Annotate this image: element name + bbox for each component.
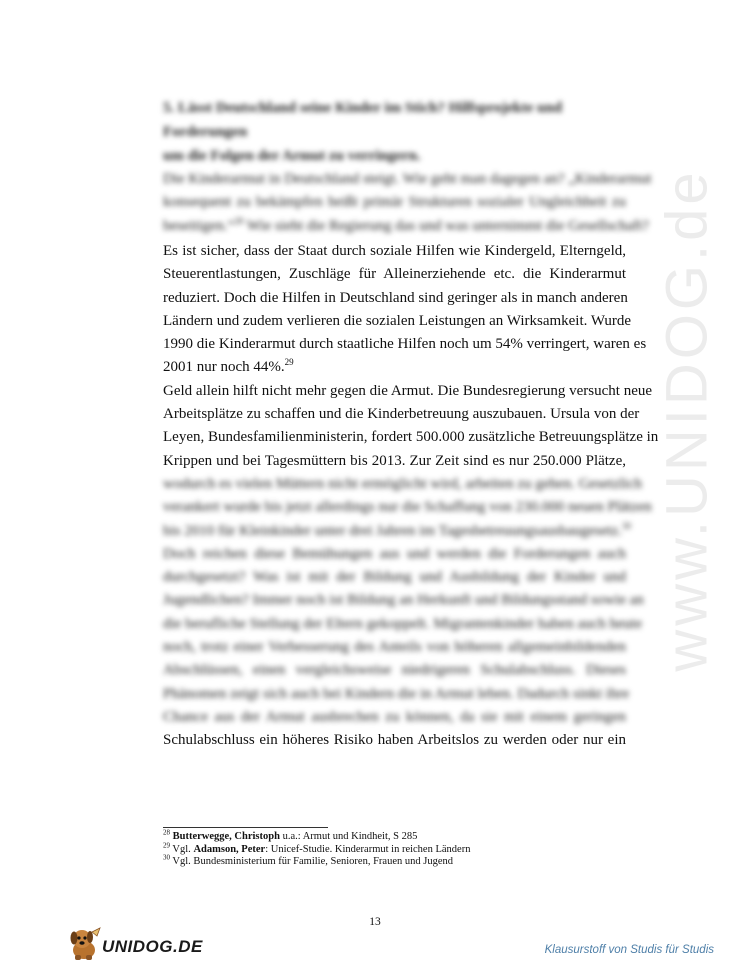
footnote-prefix: Vgl. <box>170 843 194 855</box>
intro-paragraph <box>163 168 652 238</box>
body-line: Geld allein hilft nicht mehr gegen die Armut. Die Bundesregierung versucht neue <box>163 382 653 399</box>
footnote-divider <box>163 827 328 828</box>
footnote-number: 28 <box>163 828 170 837</box>
footnote-author: Adamson, Peter <box>193 843 266 855</box>
body-line: Jugendlichen? Immer noch ist Bildung an Herkunft und Bildungsstand sowie an <box>163 592 644 609</box>
heading-line-1: 5. Lässt Deutschland seine Kinder im Stich? Hilfsprojekte und Forderungen <box>163 100 563 140</box>
body-line: die berufliche Stellung der Eltern gekoppelt. Migrantenkinder haben auch heute <box>163 615 642 632</box>
footnote-ref: 30 <box>621 520 631 531</box>
footnote-number: 29 <box>163 841 170 849</box>
footnote-author: Butterwegge, Christoph <box>172 831 280 842</box>
footnote-30 <box>163 853 633 869</box>
body-text-span: 2001 nur noch 44%. <box>163 359 285 376</box>
intro-line: konsequent zu bekämpfen heißt primär Strukturen sozialer Ungleichheit zu <box>163 194 626 211</box>
footnote-ref: 29 <box>284 357 294 368</box>
body-text-span: bis 2010 für Kleinkinder unter drei Jahren im Tagesbetreuungsausbaugesetz. <box>163 522 622 539</box>
body-line: Doch reichen diese Bemühungen aus und werden die Forderungen auch <box>163 545 626 562</box>
intro-tail: Wie sieht die Regierung das und was unternimmt die Gesellschaft? <box>243 217 649 234</box>
body-text <box>163 240 659 753</box>
page-number: 13 <box>369 916 381 928</box>
footnote-number: 30 <box>163 853 170 862</box>
body-line: Arbeitsplätze zu schaffen und die Kinderbetreuung auszubauen. Ursula von der <box>163 406 640 423</box>
intro-text: beseitigen.“ <box>163 217 235 234</box>
body-line-last <box>163 356 626 379</box>
body-line: Es ist sicher, dass der Staat durch soziale Hilfen wie Kindergeld, Elterngeld, <box>163 243 626 259</box>
intro-line: Die Kinderarmut in Deutschland steigt. Wie geht man dagegen an? „Kinderarmut <box>163 171 652 187</box>
body-line: Steuerentlastungen, Zuschläge für Alleinerziehende etc. die Kinderarmut <box>163 266 626 283</box>
body-line: wodurch es vielen Müttern nicht ermöglicht wird, arbeiten zu gehen. Gesetzlich <box>163 475 643 492</box>
heading-line-2: um die Folgen der Armut zu verringern. <box>163 148 421 164</box>
body-line: durchgesetzt? Was ist mit der Bildung und Ausbildung der Kinder und <box>163 569 626 586</box>
body-line: reduziert. Doch die Hilfen in Deutschland sind geringer als in manch anderen <box>163 289 628 306</box>
blurred-section <box>163 473 652 729</box>
logo-text: UNIDOG.DE <box>102 937 203 956</box>
body-line: Chance aus der Armut ausbrechen zu können, da sie mit einem geringen <box>163 708 626 725</box>
watermark: www.UNIDOG.de <box>654 168 720 672</box>
footnote-ref: 28 <box>234 215 244 226</box>
body-line: Ländern und zudem verlieren die sozialen Leistungen an Wirksamkeit. Wurde <box>163 312 632 329</box>
body-line: Abschlüssen, einen vergleichsweise niedrigeren Schulabschluss. Dieses <box>163 662 626 679</box>
body-line: Krippen und bei Tagesmüttern bis 2013. Zur Zeit sind es nur 250.000 Plätze, <box>163 452 626 469</box>
footnote-text: Vgl. Bundesministerium für Familie, Senioren, Frauen und Jugend <box>170 856 453 867</box>
intro-line-last <box>163 215 649 238</box>
footnote-text: u.a.: Armut und Kindheit, S 285 <box>279 831 418 842</box>
footnotes <box>163 828 633 869</box>
section-heading <box>163 96 623 168</box>
footnote-29 <box>163 841 633 857</box>
footnote-28 <box>163 828 633 844</box>
dog-mascot-icon <box>64 924 104 964</box>
body-line: noch, trotz einer Verbesserung des Anteils von höheren allgemeinbildenden <box>163 639 626 656</box>
footnote-text: : Unicef-Studie. Kinderarmut in reichen Ländern <box>265 843 471 855</box>
body-line: Leyen, Bundesfamilienministerin, fordert 500.000 zusätzliche Betreuungsplätze in <box>163 429 659 446</box>
body-line: 1990 die Kinderarmut durch staatliche Hilfen noch um 54% verringert, waren es <box>163 336 647 353</box>
body-line-last <box>163 520 631 543</box>
body-line: Schulabschluss ein höheres Risiko haben Arbeitslos zu werden oder nur ein <box>163 732 626 749</box>
tagline: Klausurstoff von Studis für Studis <box>544 944 714 956</box>
unidog-logo[interactable] <box>64 924 203 964</box>
body-line: Phänomen zeigt sich auch bei Kindern die in Armut leben. Dadurch sinkt ihre <box>163 685 630 702</box>
body-line: verankert wurde bis jetzt allerdings nur die Schaffung von 230.000 neuen Plätzen <box>163 499 652 516</box>
